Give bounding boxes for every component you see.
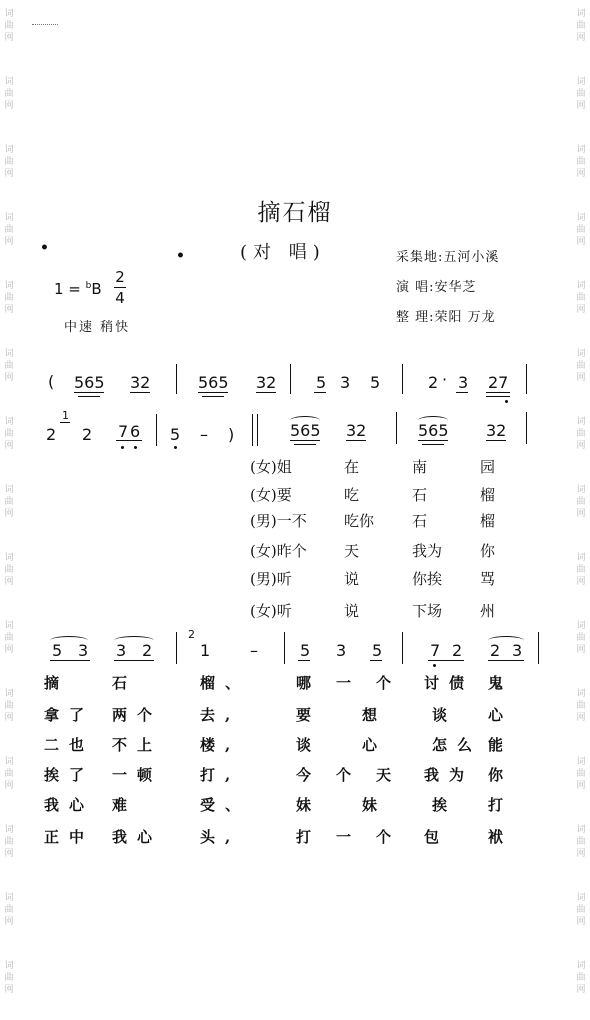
watermark-left: [2, 0, 16, 995]
lyric-text: 我心: [112, 828, 163, 846]
watermark-char: 曲: [576, 293, 586, 303]
watermark-char: 曲: [576, 429, 586, 439]
watermark-block: [574, 748, 588, 816]
watermark-char: 网: [576, 713, 586, 723]
lyric-text: 个: [336, 766, 352, 784]
watermark-char: 曲: [4, 293, 14, 303]
lyric-text: 一: [336, 828, 352, 846]
watermark-char: 网: [4, 917, 14, 927]
song-subtitle: (对 唱): [240, 242, 326, 263]
watermark-char: 网: [4, 509, 14, 519]
note: 5: [170, 425, 181, 444]
note: 5: [372, 641, 383, 660]
watermark-block: [2, 680, 16, 748]
watermark-char: 网: [576, 441, 586, 451]
lyric-text: 哪: [296, 674, 312, 692]
lyric-text: 不上: [112, 736, 163, 754]
watermark-right: [574, 0, 588, 995]
watermark-block: [574, 544, 588, 612]
lyric-text: 我为: [424, 766, 475, 784]
watermark-char: 词: [4, 281, 14, 291]
watermark-char: 词: [576, 485, 586, 495]
collect-location: 采集地:五河小溪: [396, 250, 500, 265]
note: 565: [74, 373, 105, 392]
lyric-text: 说: [344, 602, 360, 620]
watermark-char: 词: [4, 621, 14, 631]
watermark-char: 网: [576, 373, 586, 383]
watermark-block: [2, 0, 16, 68]
watermark-char: 曲: [4, 701, 14, 711]
watermark-char: 网: [576, 849, 586, 859]
watermark-block: [2, 816, 16, 884]
time-signature: [114, 268, 126, 307]
lyric-text: 我为: [412, 542, 443, 560]
watermark-block: [574, 0, 588, 68]
lyric-text: 你挨: [412, 570, 443, 588]
watermark-char: 词: [4, 893, 14, 903]
watermark-char: 词: [576, 553, 586, 563]
lyric-text: 两个: [112, 706, 163, 724]
decor-dot: •: [176, 248, 185, 264]
watermark-char: 词: [576, 417, 586, 427]
watermark-char: 网: [4, 713, 14, 723]
watermark-char: 网: [4, 305, 14, 315]
note: 3: [458, 373, 469, 392]
lyric-text: 在: [344, 458, 360, 476]
lyric-text: 天: [376, 766, 392, 784]
watermark-char: 词: [576, 281, 586, 291]
watermark-char: 网: [576, 33, 586, 43]
watermark-char: 网: [576, 781, 586, 791]
watermark-block: [2, 544, 16, 612]
lyric-text: 袱: [488, 828, 504, 846]
note: 7: [430, 641, 441, 660]
lyric-text: 正中: [44, 828, 95, 846]
watermark-char: 词: [4, 213, 14, 223]
watermark-char: 曲: [4, 225, 14, 235]
watermark-char: 网: [576, 305, 586, 315]
watermark-char: 词: [4, 961, 14, 971]
note: ): [228, 425, 235, 444]
lyric-text: 下场: [412, 602, 443, 620]
watermark-char: 曲: [576, 837, 586, 847]
lyric-text: 能: [488, 736, 504, 754]
lyric-text: 难: [112, 796, 128, 814]
note: 5: [300, 641, 311, 660]
watermark-char: 网: [4, 237, 14, 247]
watermark-block: [2, 408, 16, 476]
watermark-block: [2, 68, 16, 136]
watermark-block: [574, 612, 588, 680]
note: 565: [290, 421, 321, 440]
tempo-marking: 中速 稍快: [64, 320, 131, 335]
watermark-char: 曲: [4, 905, 14, 915]
note: 7: [118, 422, 129, 441]
watermark-char: 曲: [4, 497, 14, 507]
note: 3: [116, 641, 127, 660]
lyric-text: 今: [296, 766, 312, 784]
lyric-text: 包: [424, 828, 440, 846]
note: 27: [488, 373, 509, 392]
note: 565: [198, 373, 229, 392]
lyric-text: 挨: [432, 796, 448, 814]
watermark-char: 网: [576, 101, 586, 111]
lyric-text: (女)听: [250, 602, 292, 620]
watermark-char: 曲: [576, 769, 586, 779]
lyric-text: 吃: [344, 486, 360, 504]
watermark-char: 曲: [576, 701, 586, 711]
lyric-text: 州: [480, 602, 496, 620]
watermark-char: 曲: [4, 973, 14, 983]
watermark-block: [574, 272, 588, 340]
note: 5: [370, 373, 381, 392]
lyric-text: 一: [336, 674, 352, 692]
watermark-char: 词: [4, 485, 14, 495]
watermark-char: 曲: [4, 21, 14, 31]
watermark-char: 网: [576, 917, 586, 927]
arranger: 整 理:荣阳 万龙: [396, 310, 496, 325]
note: –: [200, 425, 208, 444]
watermark-char: 网: [576, 169, 586, 179]
watermark-char: 网: [4, 33, 14, 43]
watermark-char: 词: [576, 349, 586, 359]
lyric-text: 妹: [296, 796, 312, 814]
lyric-text: 心: [488, 706, 504, 724]
watermark-char: 词: [4, 689, 14, 699]
watermark-char: 曲: [4, 429, 14, 439]
lyric-text: 打: [296, 828, 312, 846]
note: (: [48, 372, 55, 391]
watermark-char: 网: [576, 509, 586, 519]
lyric-text: 心: [362, 736, 378, 754]
watermark-char: 网: [4, 101, 14, 111]
note: 32: [130, 373, 151, 392]
watermark-char: 曲: [576, 633, 586, 643]
watermark-char: 曲: [576, 361, 586, 371]
watermark-char: 词: [4, 553, 14, 563]
lyric-text: 一顿: [112, 766, 163, 784]
key-note: B: [91, 280, 102, 298]
lyric-text: 楼,: [200, 736, 241, 754]
lyric-text: (男)一不: [250, 512, 307, 530]
note: –: [250, 641, 258, 660]
lyric-text: 摘: [44, 674, 60, 692]
lyric-text: 要: [296, 706, 312, 724]
watermark-block: [574, 340, 588, 408]
watermark-char: 网: [4, 441, 14, 451]
note: 3: [336, 641, 347, 660]
watermark-char: 词: [4, 77, 14, 87]
note: 2: [452, 641, 463, 660]
lyric-text: 个: [376, 828, 392, 846]
watermark-block: [574, 68, 588, 136]
lyric-text: 石: [412, 486, 428, 504]
time-signature-bottom: 4: [115, 289, 125, 307]
watermark-char: 词: [576, 77, 586, 87]
watermark-block: [574, 680, 588, 748]
note: 2: [490, 641, 501, 660]
watermark-char: 网: [576, 577, 586, 587]
watermark-char: 词: [576, 145, 586, 155]
note: 565: [418, 421, 449, 440]
lyric-text: 园: [480, 458, 496, 476]
watermark-char: 曲: [4, 89, 14, 99]
note: 5: [52, 641, 63, 660]
note: 32: [346, 421, 367, 440]
note: 32: [486, 421, 507, 440]
watermark-char: 网: [4, 781, 14, 791]
decor-dot: •: [40, 240, 49, 256]
lyric-text: 榴: [480, 486, 496, 504]
watermark-char: 曲: [576, 157, 586, 167]
note: 2: [428, 373, 439, 392]
time-signature-top: 2: [115, 268, 125, 286]
lyric-text: 谈: [296, 736, 312, 754]
watermark-char: 曲: [576, 225, 586, 235]
lyric-text: (男)听: [250, 570, 292, 588]
watermark-char: 曲: [4, 633, 14, 643]
watermark-char: 词: [4, 349, 14, 359]
lyric-text: (女)昨个: [250, 542, 307, 560]
note: 3: [512, 641, 523, 660]
lyric-text: 南: [412, 458, 428, 476]
note: 3: [340, 373, 351, 392]
lyric-text: 你: [480, 542, 496, 560]
watermark-char: 词: [4, 825, 14, 835]
watermark-char: 网: [4, 985, 14, 995]
watermark-block: [574, 476, 588, 544]
lyric-text: 榴、: [200, 674, 251, 692]
lyric-text: 鬼: [488, 674, 504, 692]
lyric-text: 讨债: [424, 674, 475, 692]
singer: 演 唱:安华芝: [396, 280, 477, 295]
lyric-text: (女)姐: [250, 458, 292, 476]
note: 3: [78, 641, 89, 660]
note: 5: [316, 373, 327, 392]
watermark-char: 词: [4, 417, 14, 427]
watermark-char: 词: [576, 757, 586, 767]
watermark-char: 曲: [576, 497, 586, 507]
lyric-text: 受、: [200, 796, 251, 814]
watermark-char: 网: [576, 645, 586, 655]
lyric-text: 拿了: [44, 706, 95, 724]
watermark-char: 网: [576, 985, 586, 995]
watermark-char: 词: [576, 961, 586, 971]
watermark-char: 词: [4, 757, 14, 767]
watermark-block: [2, 476, 16, 544]
watermark-char: 词: [4, 9, 14, 19]
watermark-char: 词: [576, 213, 586, 223]
lyric-text: 打,: [200, 766, 241, 784]
lyric-text: 二也: [44, 736, 95, 754]
lyric-text: 谈: [432, 706, 448, 724]
lyric-text: 吃你: [344, 512, 375, 530]
note: ·: [442, 370, 448, 389]
watermark-char: 词: [576, 9, 586, 19]
key-flat: b: [85, 281, 92, 291]
watermark-block: [574, 952, 588, 1020]
lyric-text: (女)要: [250, 486, 292, 504]
lyric-text: 去,: [200, 706, 241, 724]
watermark-char: 词: [576, 689, 586, 699]
lyric-text: 榴: [480, 512, 496, 530]
note: 32: [256, 373, 277, 392]
grace-note: 1: [62, 409, 69, 422]
note: 2: [46, 425, 57, 444]
lyric-text: 挨了: [44, 766, 95, 784]
grace-note: 2: [188, 628, 195, 641]
watermark-char: 网: [4, 169, 14, 179]
watermark-block: [2, 748, 16, 816]
lyric-text: 骂: [480, 570, 496, 588]
note: 6: [130, 422, 141, 441]
watermark-char: 曲: [4, 565, 14, 575]
watermark-char: 网: [4, 373, 14, 383]
lyric-text: 天: [344, 542, 360, 560]
scan-mark: [32, 24, 58, 29]
watermark-char: 曲: [576, 973, 586, 983]
lyric-text: 石: [412, 512, 428, 530]
lyric-text: 说: [344, 570, 360, 588]
watermark-block: [574, 408, 588, 476]
lyric-text: 怎么: [432, 736, 483, 754]
key-signature: [54, 280, 102, 298]
lyric-text: 打: [488, 796, 504, 814]
watermark-block: [2, 952, 16, 1020]
lyric-text: 你: [488, 766, 504, 784]
lyric-text: 个: [376, 674, 392, 692]
watermark-block: [574, 816, 588, 884]
watermark-char: 网: [4, 577, 14, 587]
lyric-text: 想: [362, 706, 378, 724]
watermark-block: [2, 612, 16, 680]
watermark-char: 曲: [4, 157, 14, 167]
watermark-char: 网: [4, 645, 14, 655]
lyric-text: 我心: [44, 796, 95, 814]
key-prefix: 1 =: [54, 280, 86, 298]
watermark-char: 曲: [4, 837, 14, 847]
note: 2: [82, 425, 93, 444]
song-title: 摘石榴: [257, 200, 333, 226]
watermark-char: 曲: [576, 565, 586, 575]
watermark-block: [2, 272, 16, 340]
watermark-char: 词: [4, 145, 14, 155]
watermark-char: 曲: [576, 905, 586, 915]
watermark-char: 曲: [576, 21, 586, 31]
watermark-char: 曲: [4, 361, 14, 371]
note: 1: [200, 641, 211, 660]
watermark-char: 词: [576, 893, 586, 903]
watermark-char: 曲: [576, 89, 586, 99]
watermark-char: 曲: [4, 769, 14, 779]
watermark-char: 词: [576, 621, 586, 631]
watermark-block: [2, 884, 16, 952]
note: 2: [142, 641, 153, 660]
watermark-block: [2, 340, 16, 408]
watermark-char: 网: [4, 849, 14, 859]
watermark-char: 词: [576, 825, 586, 835]
lyric-text: 妹: [362, 796, 378, 814]
watermark-char: 网: [576, 237, 586, 247]
lyric-text: 石: [112, 674, 128, 692]
watermark-block: [574, 884, 588, 952]
lyric-text: 头,: [200, 828, 241, 846]
